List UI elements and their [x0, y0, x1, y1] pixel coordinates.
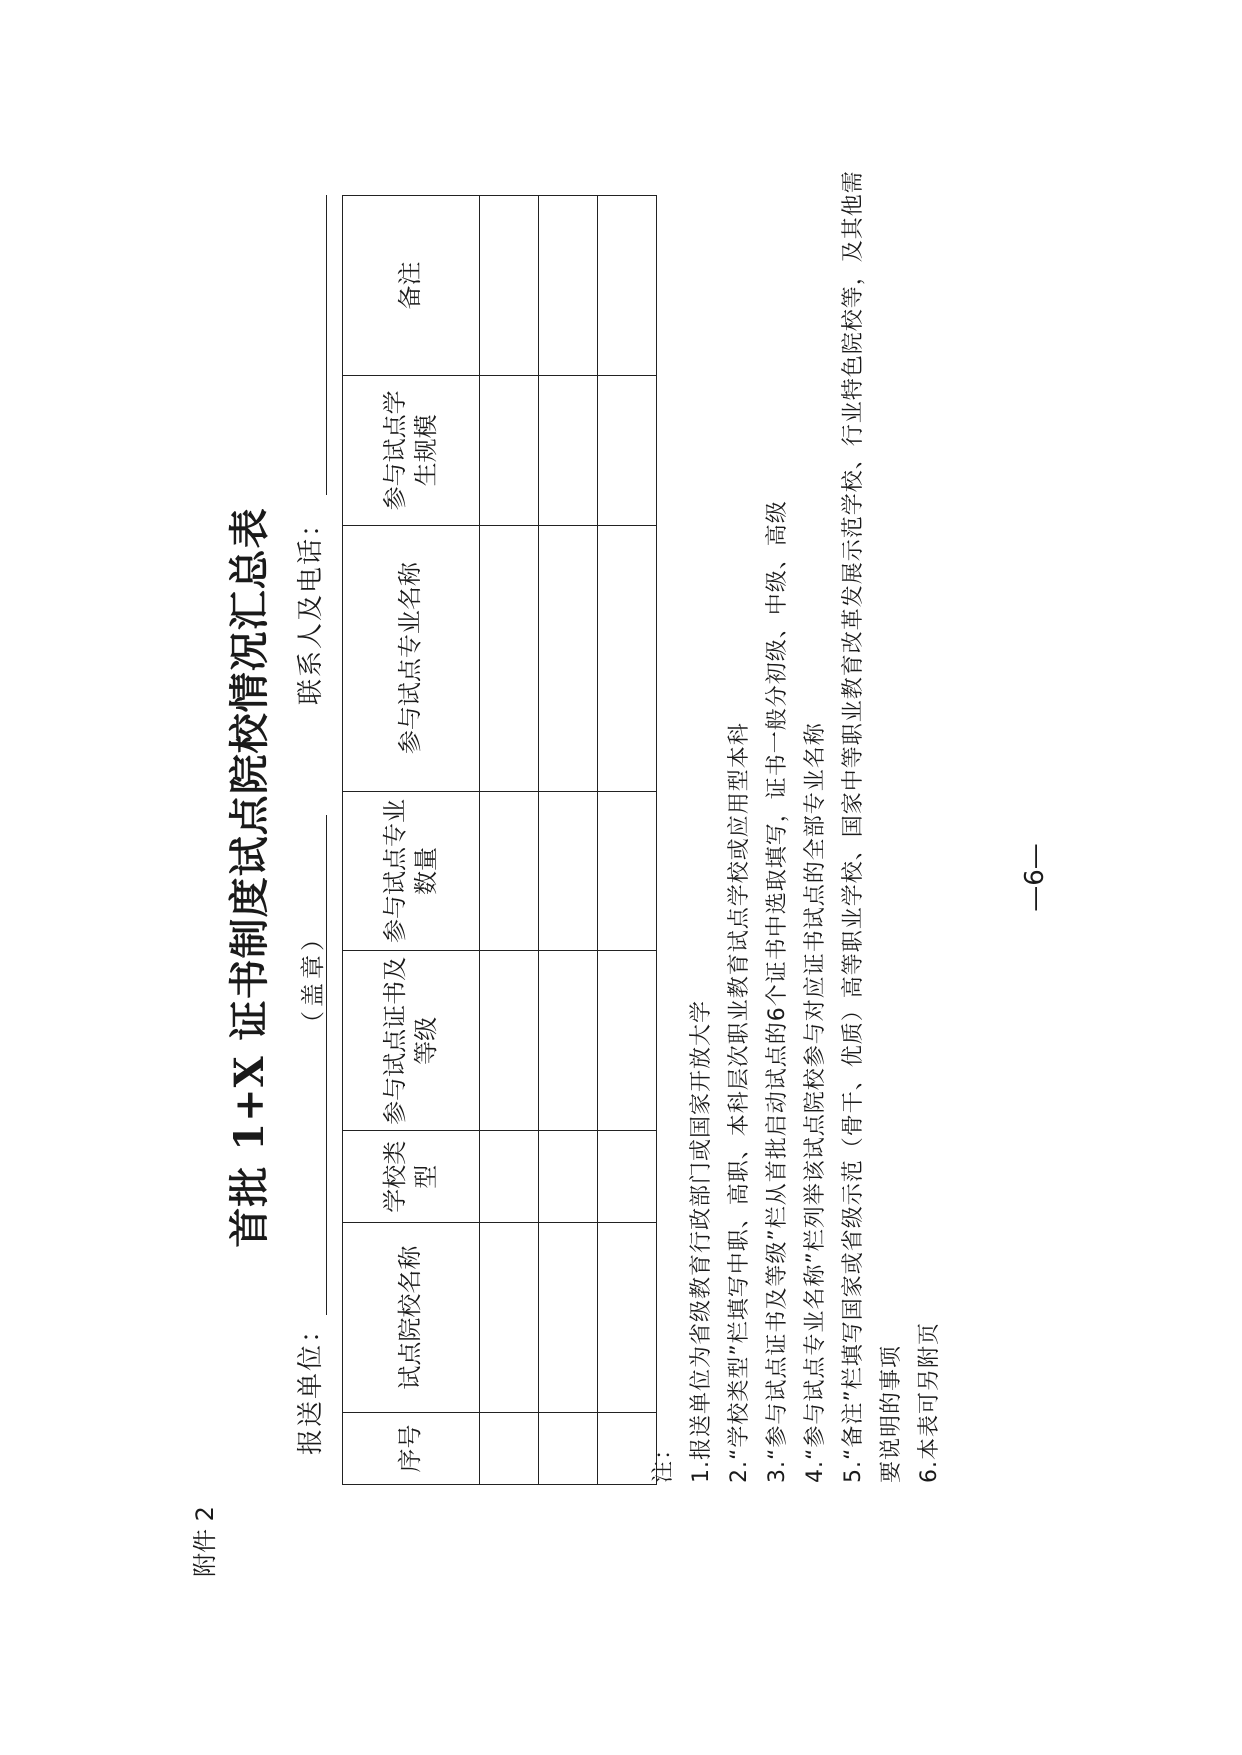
header-school-name: 试点院校名称 [343, 1223, 480, 1413]
header-school-type: 学校类型 [343, 1131, 480, 1223]
header-remarks: 备注 [343, 196, 480, 376]
note-item: 5.“备注”栏填写国家或省级示范（骨干、优质）高等职业学校、国家中等职业教育改革发展示范学校、行业特色院校等，及其他需要说明的事项 [841, 170, 904, 1483]
table-cell[interactable] [480, 791, 539, 951]
table-cell[interactable] [539, 525, 598, 791]
table-cell[interactable] [480, 1223, 539, 1413]
note-item: 3.“参与试点证书及等级”栏从首批启动试点的6个证书中选取填写，证书一般分初级、中级、高级 [765, 500, 790, 1483]
page-number: —6— [1020, 843, 1050, 912]
summary-table [342, 195, 657, 1485]
page-title: 首批 1+X 证书制度试点院校情况汇总表 [226, 507, 273, 1248]
contact-field[interactable] [326, 195, 327, 495]
table-cell[interactable] [539, 791, 598, 951]
table-cell[interactable] [480, 196, 539, 376]
submitting-unit-field[interactable] [326, 815, 327, 1315]
table-cell[interactable] [480, 525, 539, 791]
header-major-names: 参与试点专业名称 [343, 525, 480, 791]
table-cell[interactable] [539, 196, 598, 376]
notes-section [645, 153, 949, 1483]
header-major-count: 参与试点专业数量 [343, 791, 480, 951]
table-cell[interactable] [539, 1223, 598, 1413]
table-cell[interactable] [480, 375, 539, 525]
table-cell[interactable] [539, 375, 598, 525]
table-header-row [343, 196, 480, 1485]
header-certificate-level: 参与试点证书及等级 [343, 951, 480, 1131]
table-row [480, 196, 539, 1485]
table-cell[interactable] [480, 951, 539, 1131]
submitting-unit-label: 报送单位： [296, 1314, 326, 1455]
attachment-label: 附件 2 [191, 1506, 219, 1577]
note-item: 6.本表可另附页 [917, 1322, 942, 1483]
table-cell[interactable] [539, 951, 598, 1131]
note-item: 4.“参与试点专业名称”栏列举该试点院校参与对应证书试点的全部专业名称 [803, 722, 828, 1483]
table-cell[interactable] [539, 1131, 598, 1223]
table-cell[interactable] [480, 1131, 539, 1223]
contact-label: 联系人及电话： [296, 508, 326, 705]
note-item: 1.报送单位为省级教育行政部门或国家开放大学 [689, 1000, 714, 1483]
seal-note: （盖章） [299, 923, 327, 1035]
table-row [539, 196, 598, 1485]
header-student-scale: 参与试点学生规模 [343, 375, 480, 525]
notes-heading: 注： [651, 1436, 676, 1483]
header-index: 序号 [343, 1413, 480, 1485]
note-item: 2.“学校类型”栏填写中职、高职、本科层次职业教育试点学校或应用型本科 [727, 722, 752, 1483]
table-cell[interactable] [480, 1413, 539, 1485]
table-cell[interactable] [539, 1413, 598, 1485]
